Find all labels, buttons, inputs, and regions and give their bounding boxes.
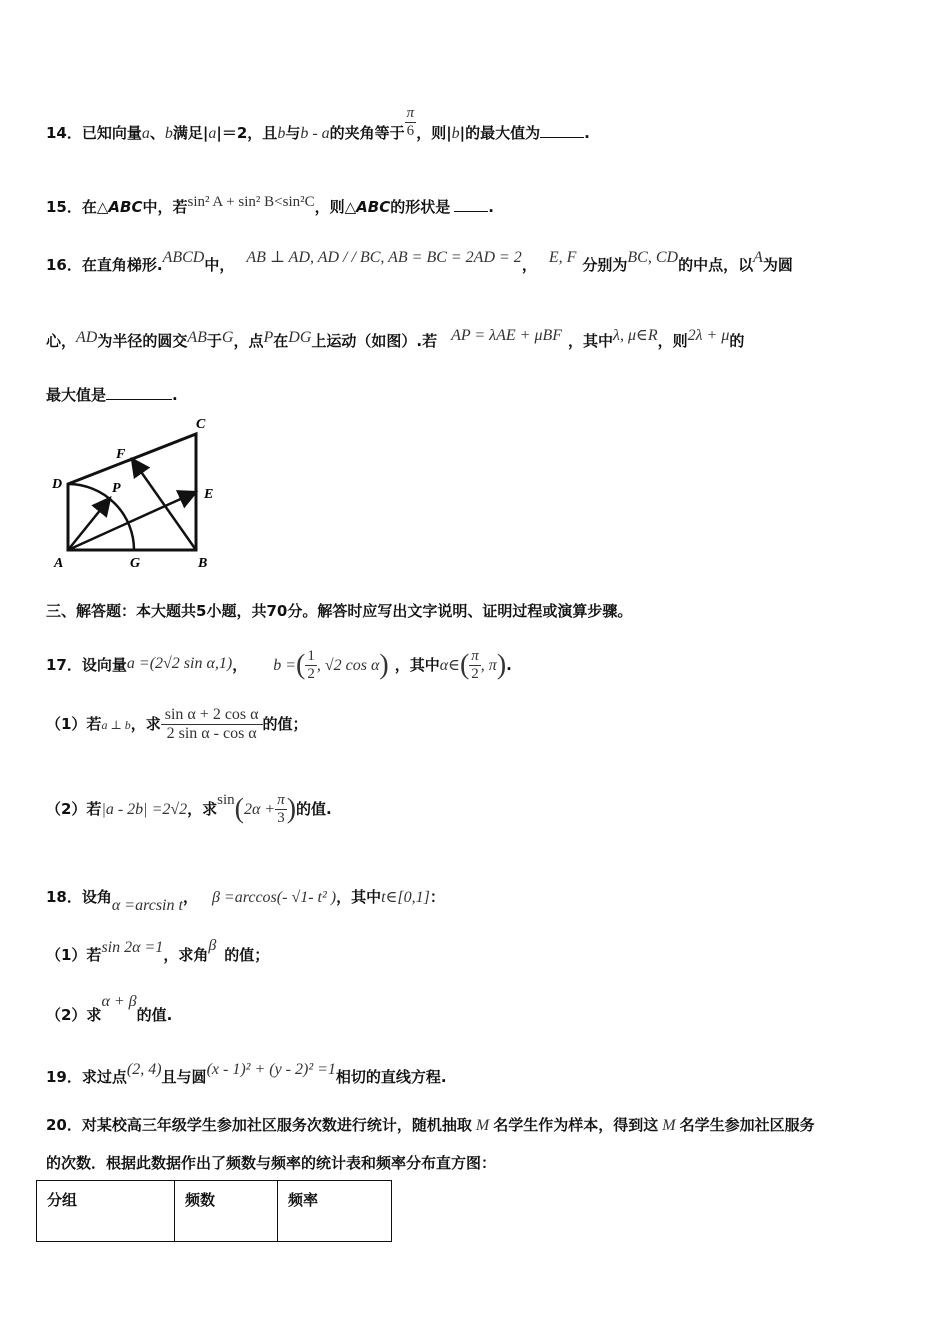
sin-argument: 2α + [244,801,276,818]
question-19 [46,1061,904,1087]
q16-text: ，点 [233,332,264,350]
vector-b: b [164,125,173,142]
header-frequency-rate: 频率 [278,1181,392,1242]
trapezoid-figure [44,412,234,576]
comma: ， [521,256,537,274]
q15-text2: 中，若 [142,198,188,216]
sin-inequality: sin² A + sin² B<sin²C [187,194,315,210]
q18-text: 设角 [81,888,112,906]
period: . [584,124,590,142]
answer-blank [454,197,488,212]
fraction-pi-6 [405,105,417,140]
segments-bc-cd: BC, CD [627,249,679,266]
q14-text7: |的最大值为 [459,124,541,142]
q14-text: 已知向量 [81,124,142,142]
vector-a: a [141,125,150,142]
label-p: P [112,481,121,496]
vector-equation: AP = λAE + μBF [451,327,563,344]
period: . [506,656,512,674]
vector-b: b [277,125,286,142]
section-3-heading: 三、解答题：本大题共5小题，共70分。解答时应写出文字说明、证明过程或演算步骤。 [46,602,633,620]
question-17-part-2: （2）若|a - 2b| =2√2，求sin(2α + $\frac{\pi}{3}$ )的值. [46,792,332,826]
label-c: C [196,417,206,432]
trapezoid-conditions: AB ⊥ AD, AD / / BC, AB = BC = 2AD = 2 [246,249,522,266]
q17-text: 设向量 [81,656,127,674]
beta-def: β =arccos(- √1- t² ) [211,889,337,906]
triangle-abc: ABC [108,198,143,216]
comma: ， [232,656,248,674]
q16-text: 在 [273,332,289,350]
arc-dg: DG [288,329,312,346]
q14-text3: |＝2，且 [216,124,278,142]
q15-text: 在△ [81,198,109,216]
q16-text: 最大值是 [46,386,107,404]
question-16 [46,249,904,275]
vector-ap [68,498,110,550]
expression-2lambda-mu: 2λ + μ [687,327,730,344]
numerator: π [471,648,479,664]
question-16-line-2 [46,327,904,351]
beta-symbol: β [208,937,217,954]
fraction-one-half [305,648,317,683]
answer-blank [540,123,584,138]
header-group: 分组 [37,1181,175,1242]
q16-text: ，其中 [568,332,614,350]
q18-text: ，求角 [163,946,209,964]
q20-text3: 名学生参加社区服务 [679,1116,815,1134]
q16-text6: 为圆 [762,256,793,274]
period: . [172,386,178,404]
question-18-part-1 [46,937,904,965]
label-b: B [198,556,208,571]
q17-text3: ，其中 [394,656,440,674]
norm-condition: |a - 2b| =2√2 [101,801,188,818]
trapezoid-abcd: ABCD [162,249,205,266]
alpha-def: α =arcsin t [111,897,183,914]
colon: ： [429,888,445,906]
q16-text: 心， [46,332,77,350]
numerator: 1 [307,648,315,664]
q17-number: 17． [46,656,82,674]
interval-end: , π [480,657,497,674]
q20-number: 20． [46,1116,82,1134]
point-a: A [753,249,763,266]
sample-size-m: M [662,1117,676,1134]
denominator: 2 [307,666,315,682]
lambda-mu-real: λ, μ∈R [613,327,658,344]
question-16-line-3 [46,384,904,405]
label-g: G [130,556,141,571]
alpha-plus-beta: α + β [101,993,137,1010]
point-g: G [221,329,234,346]
q19-text: 求过点 [81,1068,127,1086]
label-f: F [116,447,126,462]
q16-text: 为半径的圆交 [97,332,188,350]
question-18 [46,886,904,914]
q15-text3: ，则△ [314,198,357,216]
q19-text2: 且与圆 [161,1068,207,1086]
comma: ， [182,888,198,906]
q20-text: 对某校高三年级学生参加社区服务次数进行统计，随机抽取 [81,1116,472,1134]
table-header-row [37,1181,392,1242]
answer-blank [106,385,172,400]
q16-text4: 分别为 [582,256,628,274]
question-15 [46,196,904,217]
point-2-4: (2, 4) [126,1061,162,1078]
numerator: π [406,105,415,121]
question-17-part-1 [46,706,904,743]
q14-text5: 的夹角等于 [329,124,405,142]
q15-number: 15． [46,198,82,216]
sample-size-m: M [475,1117,490,1134]
points-e-f: E, F [548,249,577,266]
segment-ad: AD [76,329,98,346]
arc-dg [68,484,134,550]
perpendicular-condition: a ⊥ b [101,718,131,732]
q17-text: ，求 [187,800,218,818]
q17-text: 的值. [296,800,332,818]
question-17: 17．设向量a =(2√2 sin α,1)， b =( $\frac{1}{2}$ , √2 cos α) ，其中α∈( $\frac{\pi}{2}$ , π). [46,648,512,682]
t-range: t∈[0,1] [381,889,430,906]
q15-text4: 的形状是 [390,198,451,216]
question-20 [46,1114,904,1135]
fraction-pi-3 [275,792,287,827]
period: . [488,198,494,216]
part-1-label: （1）若 [46,715,102,733]
q16-number: 16． [46,256,82,274]
q16-text5: 的中点，以 [678,256,754,274]
label-e: E [204,487,214,502]
triangle-abc: ABC [356,198,391,216]
fraction-sin-cos [161,706,263,743]
q16-text2: 中， [204,256,235,274]
q14-sep: 、 [149,124,165,142]
segment-ab: AB [187,329,207,346]
q16-text: 上运动（如图）.若 [311,332,438,350]
question-14 [46,105,904,143]
vector-bf [132,459,196,550]
q14-number: 14． [46,124,82,142]
denominator: 6 [406,123,415,139]
q16-text: 于 [206,332,222,350]
question-18-part-2 [46,993,904,1025]
q20-text2: 名学生作为样本，得到这 [493,1116,659,1134]
part-1-label: （1）若 [46,946,102,964]
question-20-line-2: 的次数．根据此数据作出了频数与频率的统计表和频率分布直方图： [46,1154,497,1172]
q17-text: 的值； [262,715,308,733]
denominator: 2 [471,666,479,682]
alpha-in: α∈ [439,657,460,674]
q18-number: 18． [46,888,82,906]
q18-text: 的值； [224,946,270,964]
vector-b: b [451,125,460,142]
point-p: P [263,329,274,346]
vector-a-def: a =(2√2 sin α,1) [126,655,233,672]
circle-equation: (x - 1)² + (y - 2)² =1 [206,1061,336,1078]
fraction-pi-2 [469,648,481,683]
q16-text: ，则 [657,332,688,350]
q14-text4: 与 [285,124,301,142]
q16-text: 的 [729,332,745,350]
denominator: 3 [277,810,285,826]
header-frequency-count: 频数 [175,1181,278,1242]
frequency-table [36,1180,392,1242]
q14-text6: ，则| [416,124,452,142]
q14-text2: 满足| [172,124,209,142]
q17-text: ，求 [130,715,161,733]
numerator: sin α + 2 cos α [161,706,263,725]
q19-number: 19． [46,1068,82,1086]
label-d: D [52,477,63,492]
q18-text3: ，其中 [336,888,382,906]
q18-text: 的值. [136,1006,173,1024]
vector-a: a [208,125,217,142]
vector-b-minus-a: b - a [300,125,330,142]
numerator: π [277,792,285,808]
q16-text: 在直角梯形. [81,256,163,274]
label-a: A [54,556,64,571]
sin-condition: sin 2α =1 [101,939,164,956]
part-2-label: （2）求 [46,1006,102,1024]
vector-b-lhs: b = [273,657,297,674]
part-2-label: （2）若 [46,800,102,818]
denominator: 2 sin α - cos α [166,725,257,742]
q19-text3: 相切的直线方程. [335,1068,447,1086]
sin-function: sin [217,792,235,808]
vector-b-rhs: , √2 cos α [316,657,380,674]
